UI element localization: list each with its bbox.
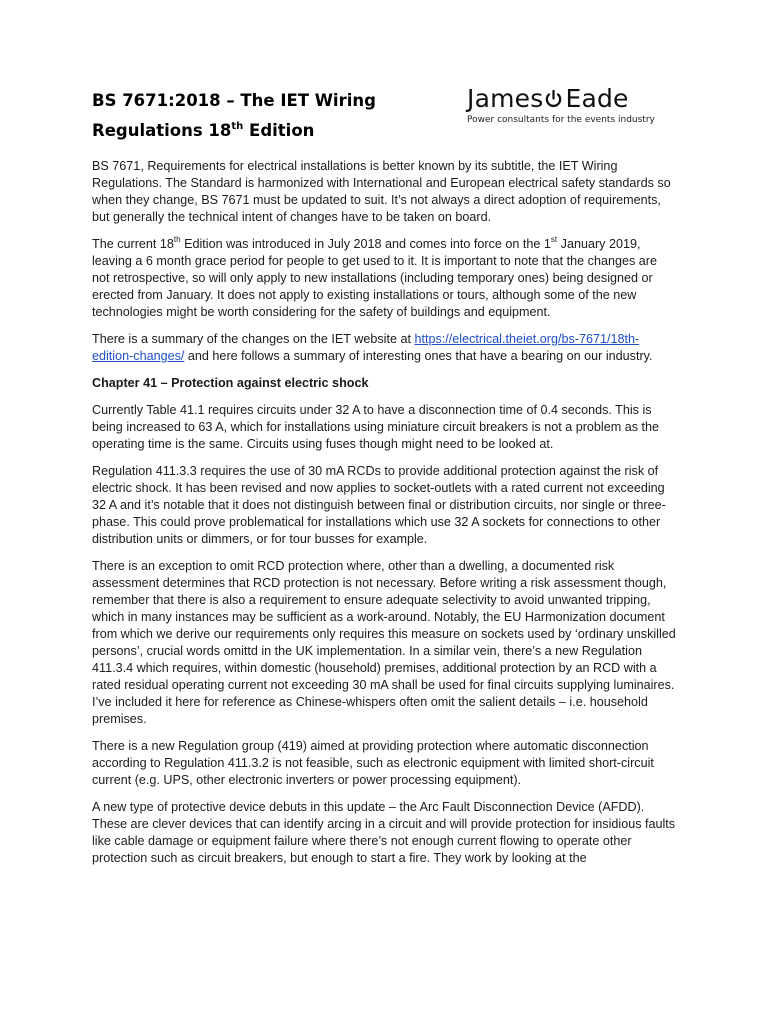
paragraph-text: The current 18 — [92, 237, 174, 251]
paragraph-text: and here follows a summary of interesting ones that have a bearing on our industry. — [184, 349, 653, 363]
document-header — [92, 0, 676, 152]
logo-wordmark — [467, 84, 677, 114]
title-superscript: th — [231, 120, 244, 132]
logo-name-left: James — [467, 84, 544, 113]
section-heading: Chapter 41 – Protection against electric shock — [92, 376, 369, 390]
title-line-2 — [92, 121, 314, 140]
title-line-1: BS 7671:2018 – The IET Wiring — [92, 91, 376, 110]
superscript: th — [173, 234, 181, 244]
paragraph: There is an exception to omit RCD protection where, other than a dwelling, a documented risk assessment determines that RCD protection is not necessary. Before writing a risk assessment though, remember that there is also a requirement to ensure adequate selectivity to avoid unwanted tripping, which in many instances may be sufficient as a work-around. Notably, the EU Harmonization document from which we derive our requirements only requires this measure on sockets used by ‘ordinary unskilled persons’, crucial words omittd in the UK implementation. In a similar vein, there’s a new Regulation 411.3.4 which requires, within domestic (household) premises, additional protection by an RCD with a rated residual operating current not exceeding 30 mA shall be used for final circuits supplying luminaires. I’ve included it here for reference as Chinese-whispers often omit the salient details – i.e. household premises. — [92, 559, 676, 726]
paragraph — [92, 236, 677, 321]
paragraph: There is a new Regulation group (419) aimed at providing protection where automatic disconnection according to Regulation 411.3.2 is not feasible, such as electronic equipment with limited short-circuit current (e.g. UPS, other electronic inverters or power processing equipment). — [92, 739, 654, 787]
paragraph-text: Edition was introduced in July 2018 and comes into force on the 1 — [180, 237, 551, 251]
logo-tagline: Power consultants for the events industry — [467, 115, 655, 125]
power-icon — [544, 88, 563, 110]
paragraph — [92, 331, 677, 365]
paragraph: Regulation 411.3.3 requires the use of 30 mA RCDs to provide additional protection against the risk of electric shock. It has been revised and now applies to socket-outlets with a rated current not exceeding 32 A and it’s notable that it does not distinguish between final or distribution circuits, nor single or three-phase. This could prove problematical for installations which use 32 A sockets for connections to other distribution units or dimmers, or for tour busses for example. — [92, 464, 666, 546]
title-line-2-prefix: Regulations 18 — [92, 121, 232, 140]
page-title — [92, 86, 422, 146]
paragraph-text: There is a summary of the changes on the IET website at — [92, 332, 415, 346]
company-logo — [467, 84, 677, 125]
iet-changes-link[interactable]: https://electrical.theiet.org/bs-7671/18th-edition-changes/ — [92, 332, 640, 363]
paragraph: A new type of protective device debuts in this update – the Arc Fault Disconnection Device (AFDD). These are clever devices that can identify arcing in a circuit and will provide protection for insidious faults like cable damage or equipment failure where there’s not enough current flowing to operate other protection such as circuit breakers, but enough to start a fire. They work by looking at the — [92, 800, 676, 865]
superscript: st — [550, 234, 558, 244]
logo-name-right: Eade — [565, 84, 629, 113]
title-line-2-suffix: Edition — [243, 121, 315, 140]
paragraph-text: January 2019, leaving a 6 month grace period for people to get used to it. It is important to note that the changes are not retrospective, so will only apply to new installations (including temporary ones) being designed or erected from January. It does not apply to existing installations or tours, although some of the new technologies might be worth considering for the safety of buildings and equipment. — [92, 237, 657, 319]
paragraph: Currently Table 41.1 requires circuits under 32 A to have a disconnection time of 0.4 seconds. This is being increased to 63 A, which for installations using miniature circuit breakers is not a problem as the operating time is the same. Circuits using fuses though might need to be looked at. — [92, 403, 660, 451]
paragraph: BS 7671, Requirements for electrical installations is better known by its subtitle, the IET Wiring Regulations. The Standard is harmonized with International and European electrical safety standards so when they change, BS 7671 must be updated to suit. It’s not always a direct adoption of requirements, but generally the technical intent of changes have to be taken on board. — [92, 159, 671, 224]
document-body — [92, 158, 677, 877]
